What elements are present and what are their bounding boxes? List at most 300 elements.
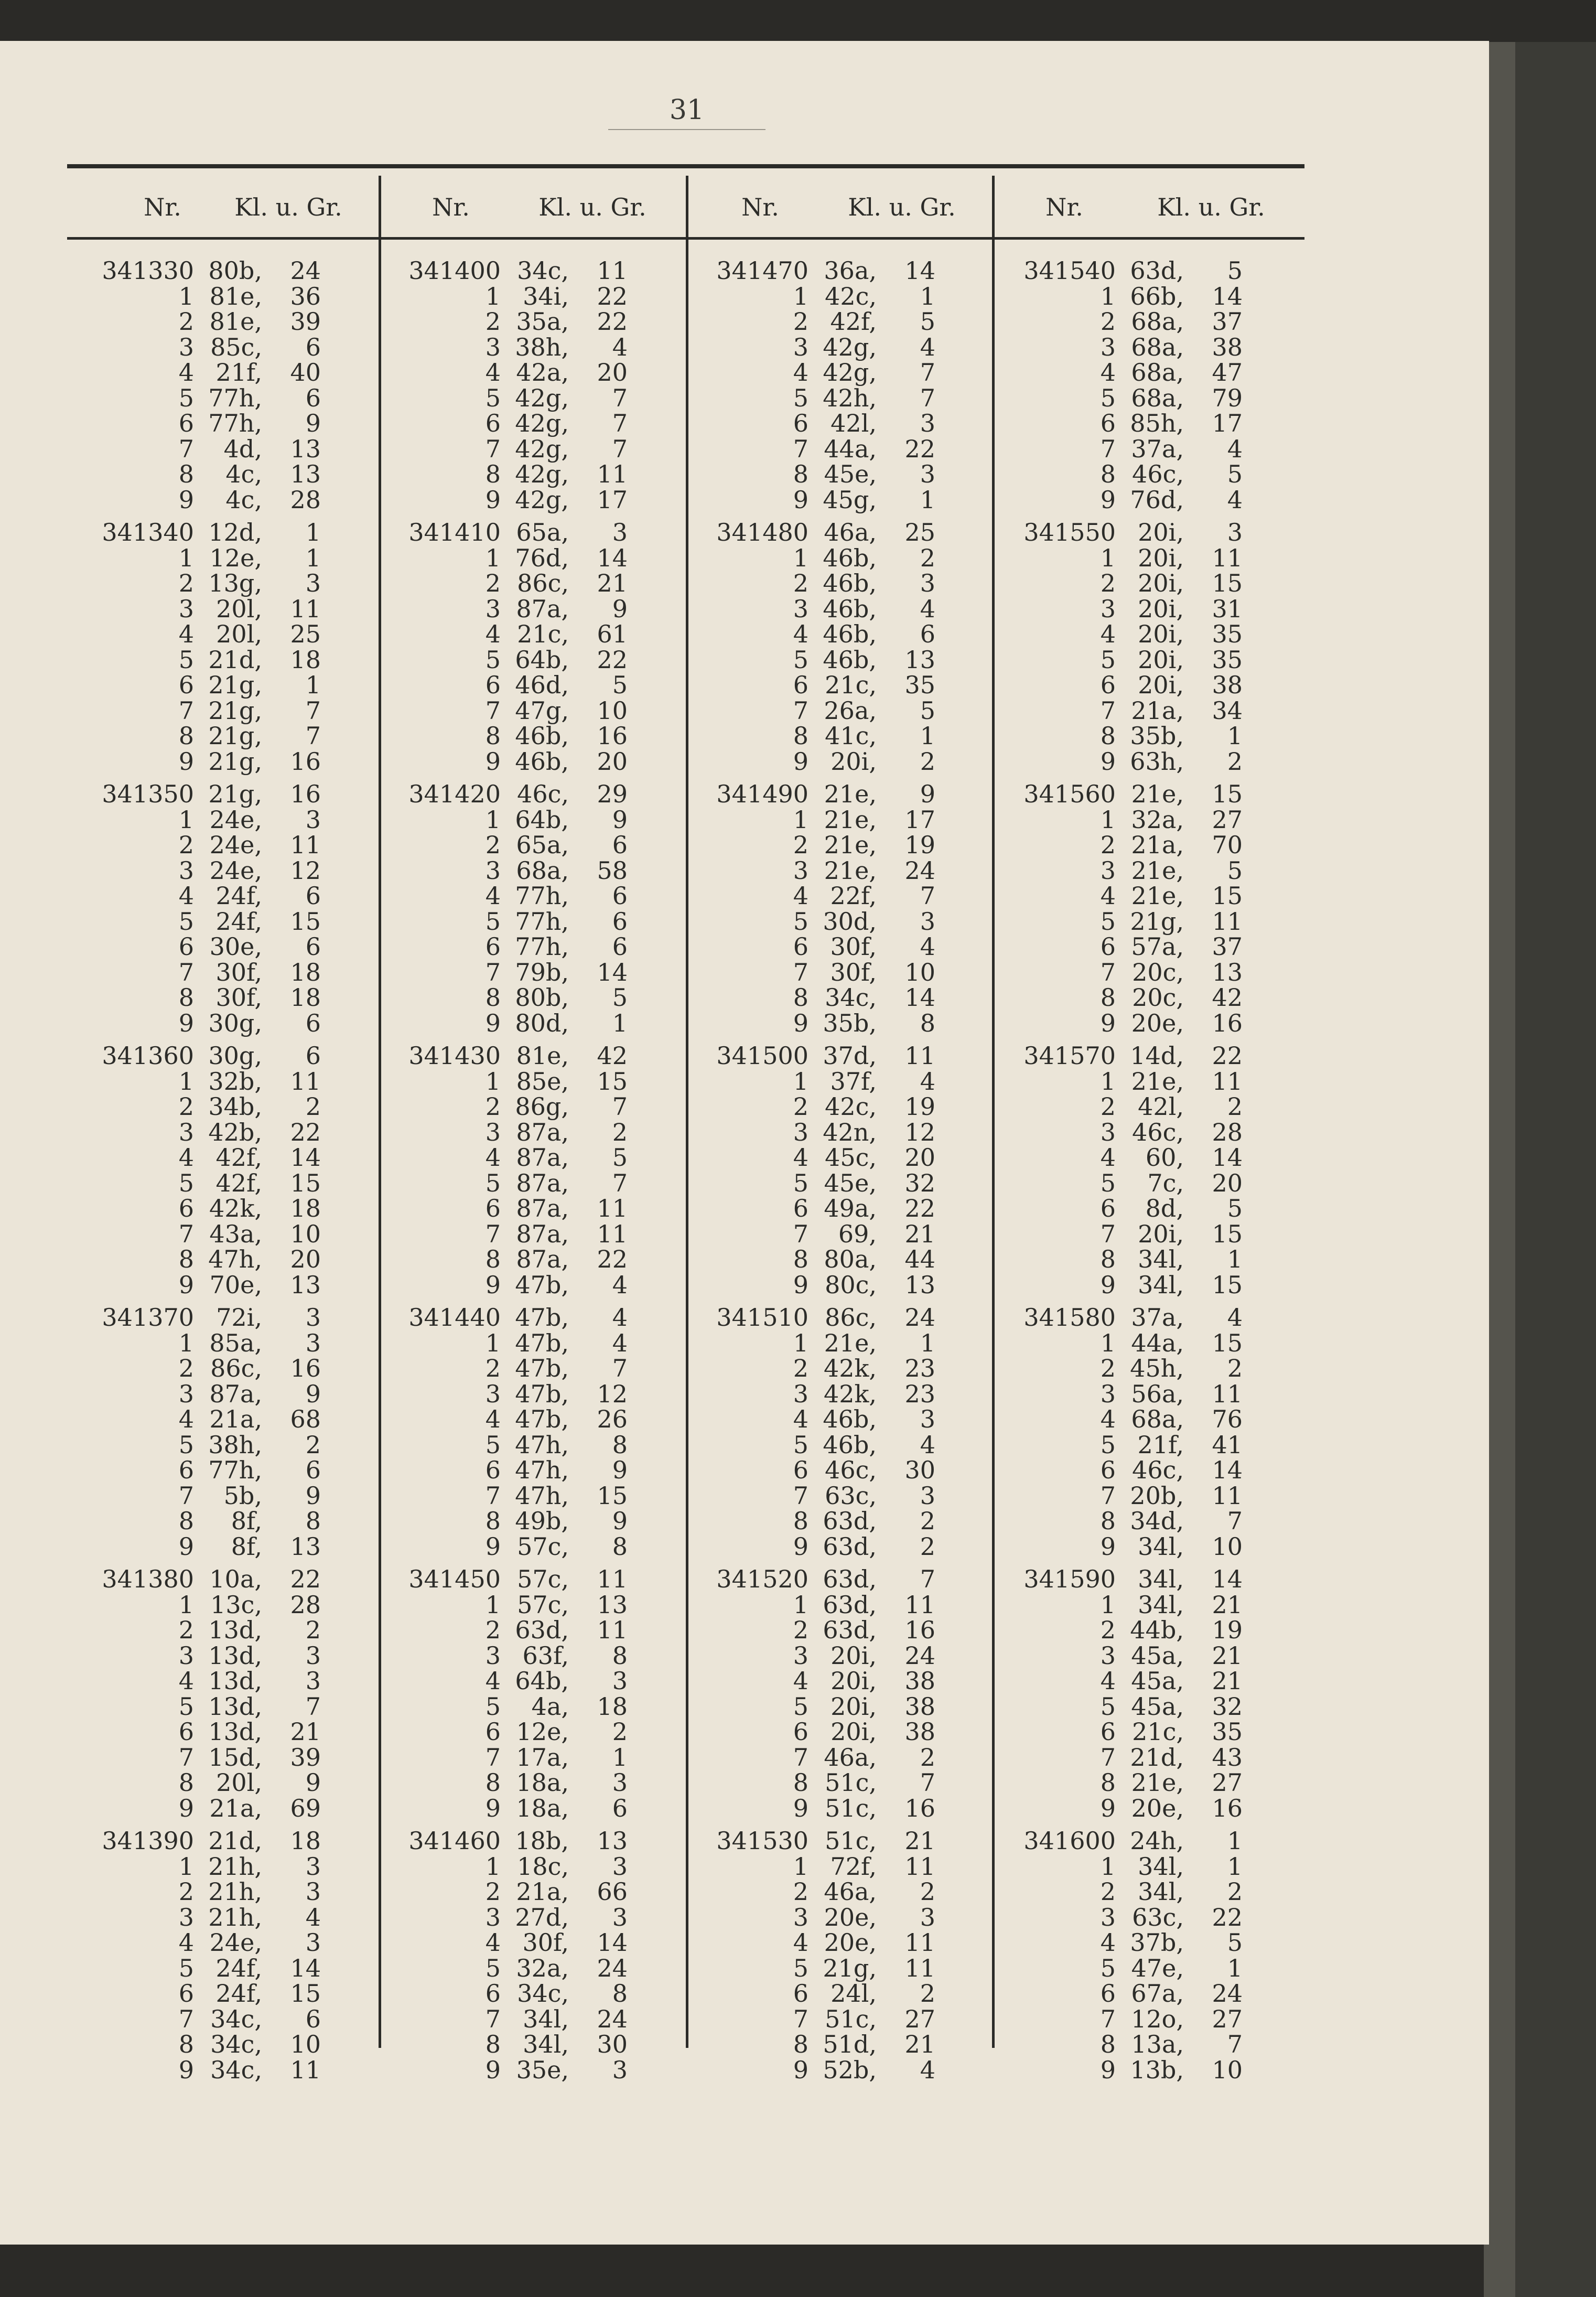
nr-cell: 7 [178, 2004, 194, 2033]
kl-cell: 45c, [825, 1143, 877, 1172]
book-binding [1484, 42, 1596, 2297]
nr-cell: 6 [178, 671, 194, 699]
gr-cell: 1 [920, 282, 935, 310]
table-row [68, 332, 321, 361]
table-row [683, 360, 935, 385]
kl-cell: 20c, [1132, 983, 1184, 1012]
kl-cell: 49b, [515, 1507, 569, 1535]
gr-cell: 28 [290, 485, 321, 514]
table-row [990, 1145, 1243, 1171]
table-row [990, 1930, 1243, 1956]
gr-cell: 17 [1212, 409, 1243, 437]
table-row [990, 1617, 1243, 1643]
table-row [683, 1168, 935, 1197]
kl-cell: 12e, [209, 543, 262, 572]
table-row [990, 1905, 1243, 1930]
table-row [68, 309, 321, 335]
nr-cell: 1 [178, 1328, 194, 1357]
table-row [683, 1953, 935, 1982]
gr-cell: 15 [1212, 780, 1243, 808]
kl-cell: 68a, [1131, 383, 1184, 412]
nr-cell: 7 [793, 696, 808, 725]
nr-cell: 9 [1100, 1008, 1116, 1037]
nr-cell: 1 [1100, 1067, 1116, 1096]
gr-cell: 2 [1227, 747, 1243, 776]
table-row [68, 1981, 321, 2006]
gr-cell: 13 [1212, 958, 1243, 986]
nr-cell: 7 [178, 958, 194, 986]
gr-cell: 6 [305, 332, 321, 361]
nr-cell: 2 [178, 831, 194, 859]
kl-cell: 24e, [209, 856, 262, 885]
kl-cell: 42n, [823, 1118, 877, 1146]
header-nr: Nr. [741, 193, 779, 221]
table-row [375, 1719, 628, 1745]
kl-cell: 34i, [523, 282, 569, 310]
gr-cell: 3 [305, 1852, 321, 1881]
table-row [990, 1272, 1243, 1298]
kl-cell: 44b, [1130, 1616, 1184, 1644]
nr-cell: 6 [485, 1718, 501, 1746]
gr-cell: 22 [1212, 1042, 1243, 1070]
kl-cell: 30f, [830, 932, 877, 961]
gr-cell: 6 [612, 882, 628, 910]
gr-cell: 12 [904, 1118, 935, 1146]
row-group [990, 520, 1243, 774]
kl-cell: 21g, [1130, 907, 1184, 936]
kl-cell: 13a, [1131, 2030, 1184, 2058]
nr-cell: 8 [485, 983, 501, 1012]
kl-cell: 21d, [208, 645, 262, 674]
table-row [68, 545, 321, 571]
table-row [683, 1356, 935, 1381]
gr-cell: 20 [290, 1245, 321, 1273]
table-row [375, 1457, 628, 1483]
table-row [990, 385, 1243, 411]
table-row [990, 461, 1243, 487]
table-row [68, 807, 321, 833]
kl-cell: 51c, [825, 1794, 877, 1822]
gr-cell: 22 [597, 645, 628, 674]
kl-cell: 41c, [825, 722, 877, 750]
row-group [683, 781, 935, 1036]
gr-cell: 11 [904, 1852, 935, 1881]
table-row [68, 1643, 321, 1669]
gr-cell: 5 [612, 1143, 628, 1172]
gr-cell: 3 [920, 409, 935, 437]
nr-cell: 3 [793, 594, 808, 623]
gr-cell: 7 [612, 1092, 628, 1121]
gr-cell: 9 [305, 1481, 321, 1510]
nr-cell: 9 [793, 1794, 808, 1822]
gr-cell: 2 [920, 747, 935, 776]
kl-cell: 21g, [823, 1953, 877, 1982]
kl-cell: 87a, [209, 1379, 262, 1408]
table-row [990, 360, 1243, 385]
kl-cell: 51c, [825, 1768, 877, 1797]
table-row [990, 647, 1243, 673]
table-row [683, 807, 935, 833]
gr-cell: 14 [904, 256, 935, 285]
table-row [68, 1592, 321, 1618]
table-row [683, 487, 935, 513]
gr-cell: 7 [920, 1565, 935, 1593]
kl-cell: 85e, [516, 1067, 569, 1096]
gr-cell: 1 [305, 518, 321, 546]
kl-cell: 51c, [825, 1827, 877, 1855]
table-row [683, 1617, 935, 1643]
nr-cell: 5 [485, 1168, 501, 1197]
nr-cell: 7 [178, 1743, 194, 1772]
nr-cell: 5 [178, 1168, 194, 1197]
table-row [375, 571, 628, 596]
kl-cell: 42g, [515, 434, 569, 463]
nr-cell: 1 [1100, 282, 1116, 310]
row-group [683, 1566, 935, 1821]
gr-cell: 7 [305, 696, 321, 725]
kl-cell: 24f, [215, 1979, 262, 2008]
gr-cell: 11 [290, 1067, 321, 1096]
gr-cell: 1 [1227, 1852, 1243, 1881]
kl-cell: 42f, [215, 1168, 262, 1197]
kl-cell: 21a, [1131, 831, 1184, 859]
table-row [990, 1069, 1243, 1094]
kl-cell: 18b, [515, 1827, 569, 1855]
kl-cell: 7c, [1147, 1168, 1184, 1197]
gr-cell: 3 [305, 1303, 321, 1332]
gr-cell: 13 [290, 1532, 321, 1561]
gr-cell: 11 [597, 1219, 628, 1248]
table-row [68, 749, 321, 775]
gr-cell: 1 [612, 1743, 628, 1772]
nr-cell: 1 [793, 805, 808, 834]
nr-cell: 9 [485, 747, 501, 776]
kl-cell: 42l, [1138, 1092, 1184, 1121]
nr-cell: 7 [1100, 434, 1116, 463]
nr-cell: 9 [485, 1794, 501, 1822]
gr-cell: 13 [597, 1827, 628, 1855]
table-row [683, 461, 935, 487]
kl-cell: 35a, [516, 307, 569, 336]
gr-cell: 38 [904, 1667, 935, 1695]
table-row [990, 436, 1243, 462]
nr-cell: 8 [1100, 1768, 1116, 1797]
gr-cell: 6 [305, 2004, 321, 2033]
kl-cell: 63d, [823, 1565, 877, 1593]
nr-cell: 2 [178, 1092, 194, 1121]
gr-cell: 12 [290, 856, 321, 885]
table-row [375, 1381, 628, 1407]
table-row [683, 934, 935, 960]
table-row [683, 2006, 935, 2032]
nr-cell: 341370 [102, 1303, 194, 1332]
nr-cell: 4 [178, 620, 194, 648]
nr-cell: 3 [1100, 594, 1116, 623]
gr-cell: 13 [904, 645, 935, 674]
nr-cell: 5 [793, 1692, 808, 1721]
gr-cell: 3 [305, 1328, 321, 1357]
nr-cell: 8 [485, 1245, 501, 1273]
gr-cell: 18 [290, 1194, 321, 1222]
kl-cell: 24f, [215, 1953, 262, 1982]
table-row [683, 1457, 935, 1483]
gr-cell: 11 [904, 1590, 935, 1619]
kl-cell: 34c, [210, 2030, 262, 2058]
gr-cell: 19 [1212, 1616, 1243, 1644]
table-row [68, 1305, 321, 1330]
gr-cell: 22 [290, 1565, 321, 1593]
nr-cell: 5 [485, 1953, 501, 1982]
gr-cell: 18 [290, 958, 321, 986]
gr-cell: 5 [612, 983, 628, 1012]
gr-cell: 11 [597, 1565, 628, 1593]
gr-cell: 9 [305, 409, 321, 437]
nr-cell: 2 [793, 569, 808, 597]
table-row [990, 571, 1243, 596]
gr-cell: 37 [1212, 932, 1243, 961]
kl-cell: 63d, [823, 1532, 877, 1561]
kl-cell: 46b, [823, 1405, 877, 1433]
gr-cell: 7 [1227, 1507, 1243, 1535]
gr-cell: 7 [612, 409, 628, 437]
nr-cell: 5 [793, 1953, 808, 1982]
table-row [990, 858, 1243, 884]
nr-cell: 1 [1100, 1590, 1116, 1619]
kl-cell: 47b, [515, 1328, 569, 1357]
table-row [375, 1432, 628, 1458]
nr-cell: 2 [1100, 1354, 1116, 1382]
row-group [68, 258, 321, 512]
kl-cell: 87a, [516, 1194, 569, 1222]
table-row [990, 1196, 1243, 1221]
kl-cell: 47h, [515, 1456, 569, 1484]
nr-cell: 6 [178, 932, 194, 961]
gr-cell: 26 [597, 1405, 628, 1433]
gr-cell: 4 [1227, 485, 1243, 514]
gr-cell: 30 [904, 1456, 935, 1484]
nr-cell: 2 [793, 1877, 808, 1906]
nr-cell: 8 [1100, 2030, 1116, 2058]
table-row [375, 934, 628, 960]
table-row [375, 1953, 628, 1982]
kl-cell: 68a, [1131, 358, 1184, 387]
nr-cell: 8 [485, 722, 501, 750]
nr-cell: 7 [1100, 1219, 1116, 1248]
gr-cell: 4 [305, 1903, 321, 1931]
kl-cell: 30g, [208, 1042, 262, 1070]
nr-cell: 341490 [716, 780, 808, 808]
kl-cell: 52b, [823, 2055, 877, 2084]
table-row [990, 749, 1243, 775]
table-row [990, 1643, 1243, 1669]
gr-cell: 1 [920, 485, 935, 514]
nr-cell: 5 [1100, 383, 1116, 412]
kl-cell: 47e, [1131, 1953, 1184, 1982]
kl-cell: 87a, [516, 1118, 569, 1146]
kl-cell: 47h, [515, 1430, 569, 1459]
gr-cell: 24 [904, 1641, 935, 1670]
table-row [68, 1069, 321, 1094]
nr-cell: 6 [178, 1718, 194, 1746]
gr-cell: 16 [290, 780, 321, 808]
table-row [990, 1483, 1243, 1509]
kl-cell: 32b, [208, 1067, 262, 1096]
kl-cell: 38h, [208, 1430, 262, 1459]
table-row [990, 1745, 1243, 1770]
gr-cell: 4 [612, 1303, 628, 1332]
kl-cell: 35e, [516, 2055, 569, 2084]
table-row [68, 284, 321, 309]
kl-cell: 24f, [215, 882, 262, 910]
kl-cell: 46c, [1132, 1118, 1184, 1146]
gr-cell: 7 [612, 1354, 628, 1382]
gr-cell: 4 [1227, 434, 1243, 463]
kl-cell: 21h, [208, 1852, 262, 1881]
nr-cell: 4 [178, 1928, 194, 1957]
gr-cell: 8 [920, 1008, 935, 1037]
nr-cell: 8 [178, 722, 194, 750]
nr-cell: 5 [1100, 1692, 1116, 1721]
table-row [68, 1356, 321, 1381]
kl-cell: 46b, [515, 747, 569, 776]
kl-cell: 20b, [1130, 1481, 1184, 1510]
kl-cell: 37a, [1131, 1303, 1184, 1332]
gr-cell: 34 [1212, 696, 1243, 725]
kl-cell: 60, [1145, 1143, 1184, 1172]
kl-cell: 70e, [209, 1270, 262, 1299]
row-group [375, 520, 628, 774]
kl-cell: 64b, [515, 1667, 569, 1695]
nr-cell: 341580 [1023, 1303, 1116, 1332]
gr-cell: 47 [1212, 358, 1243, 387]
table-row [375, 309, 628, 335]
kl-cell: 57c, [517, 1532, 569, 1561]
kl-cell: 45h, [1130, 1354, 1184, 1382]
gr-cell: 7 [612, 434, 628, 463]
nr-cell: 3 [485, 1903, 501, 1931]
kl-cell: 34l, [523, 2004, 569, 2033]
nr-cell: 1 [178, 1067, 194, 1096]
gr-cell: 39 [290, 307, 321, 336]
gr-cell: 27 [1212, 1768, 1243, 1797]
table-row [68, 385, 321, 411]
gr-cell: 19 [904, 831, 935, 859]
table-row [68, 621, 321, 647]
gr-cell: 32 [904, 1168, 935, 1197]
table-row [990, 1381, 1243, 1407]
gr-cell: 21 [904, 2030, 935, 2058]
nr-cell: 341560 [1023, 780, 1116, 808]
table-row [683, 647, 935, 673]
table-row [683, 883, 935, 909]
table-row [68, 1168, 321, 1197]
table-row [375, 698, 628, 724]
gr-cell: 7 [920, 383, 935, 412]
nr-cell: 2 [485, 831, 501, 859]
table-row [990, 1534, 1243, 1560]
nr-cell: 8 [793, 722, 808, 750]
gr-cell: 3 [920, 460, 935, 488]
table-row [375, 960, 628, 985]
row-group [68, 1828, 321, 2083]
gr-cell: 22 [1212, 1903, 1243, 1931]
table-row [375, 1981, 628, 2006]
nr-cell: 4 [793, 358, 808, 387]
kl-cell: 18a, [516, 1794, 569, 1822]
kl-cell: 21h, [208, 1903, 262, 1931]
row-group [990, 1566, 1243, 1821]
nr-cell: 341550 [1023, 518, 1116, 546]
kl-cell: 34d, [1130, 1507, 1184, 1535]
kl-cell: 34c, [210, 2055, 262, 2084]
table-row [990, 1247, 1243, 1272]
kl-cell: 21a, [209, 1794, 262, 1822]
table-row [683, 985, 935, 1011]
nr-cell: 1 [178, 805, 194, 834]
table-row [375, 1305, 628, 1330]
gr-cell: 15 [1212, 882, 1243, 910]
kl-cell: 69, [838, 1219, 877, 1248]
kl-cell: 63h, [1130, 747, 1184, 776]
kl-cell: 63d, [823, 1507, 877, 1535]
kl-cell: 21e, [824, 856, 877, 885]
kl-cell: 24e, [209, 1928, 262, 1957]
nr-cell: 4 [485, 358, 501, 387]
table-row [68, 1668, 321, 1694]
table-row [68, 1617, 321, 1643]
gr-cell: 14 [1212, 1565, 1243, 1593]
kl-cell: 45a, [1131, 1667, 1184, 1695]
table-row [990, 487, 1243, 513]
nr-cell: 9 [178, 2055, 194, 2084]
kl-cell: 86g, [515, 1092, 569, 1121]
nr-cell: 7 [178, 1481, 194, 1510]
table-row [990, 832, 1243, 858]
table-row [375, 1483, 628, 1509]
kl-cell: 34l, [523, 2030, 569, 2058]
table-row [375, 1043, 628, 1069]
gr-cell: 24 [1212, 1979, 1243, 2008]
gr-cell: 6 [920, 620, 935, 648]
nr-cell: 3 [485, 1379, 501, 1408]
kl-cell: 64b, [515, 645, 569, 674]
nr-cell: 6 [793, 409, 808, 437]
table-row [375, 1905, 628, 1930]
nr-cell: 1 [485, 805, 501, 834]
nr-cell: 2 [485, 1616, 501, 1644]
nr-cell: 9 [178, 1270, 194, 1299]
gr-cell: 11 [1212, 1379, 1243, 1408]
table-row [68, 1930, 321, 1956]
nr-cell: 7 [1100, 2004, 1116, 2033]
table-row [990, 1356, 1243, 1381]
kl-cell: 81e, [516, 1042, 569, 1070]
gr-cell: 14 [1212, 1143, 1243, 1172]
kl-cell: 24f, [215, 907, 262, 936]
nr-cell: 1 [485, 1067, 501, 1096]
kl-cell: 21e, [824, 805, 877, 834]
gr-cell: 28 [290, 1590, 321, 1619]
table-row [683, 1508, 935, 1534]
table-row [683, 1694, 935, 1720]
gr-cell: 29 [597, 780, 628, 808]
nr-cell: 5 [1100, 1430, 1116, 1459]
kl-cell: 20l, [216, 620, 262, 648]
table-row [990, 258, 1243, 284]
table-row [683, 1043, 935, 1069]
nr-cell: 7 [485, 1481, 501, 1510]
kl-cell: 68a, [1131, 307, 1184, 336]
